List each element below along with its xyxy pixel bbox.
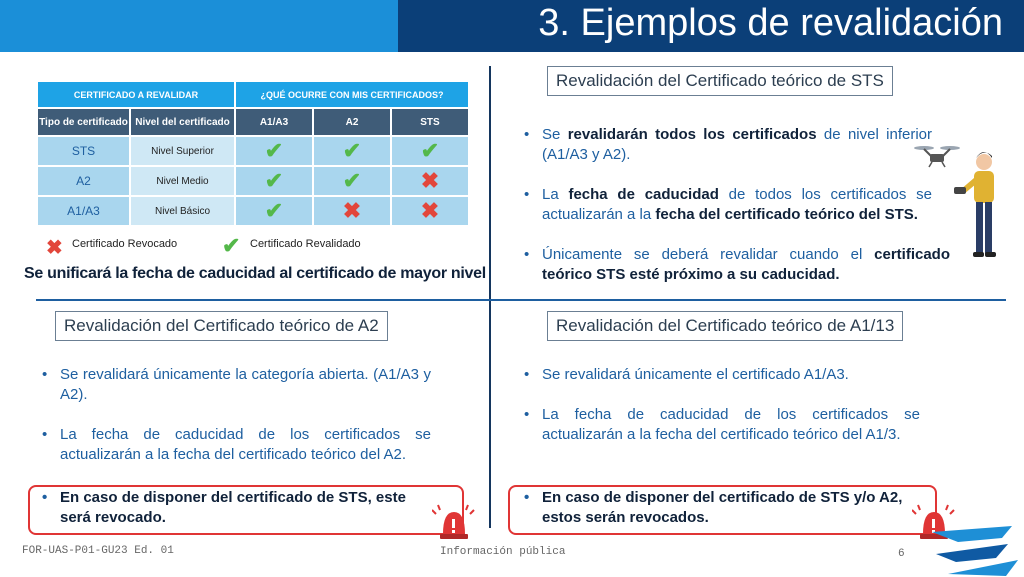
cell-type: A2: [38, 167, 129, 195]
vertical-divider: [489, 66, 491, 528]
alarm-icon: [432, 504, 478, 540]
subheader-type: Tipo de certificado: [38, 109, 129, 135]
list-item: • La fecha de caducidad de todos los certificados se actualizarán a la fecha del certificado teórico del STS.: [524, 186, 932, 223]
subheader-level: Nivel del certificado: [131, 109, 234, 135]
table-row: [38, 137, 468, 165]
list-item: • Se revalidarán todos los certificados de nivel inferior (A1/A3 y A2).: [524, 126, 933, 163]
a2-section-title: Revalidación del Certificado teórico de A2: [55, 311, 388, 341]
check-icon: ✔: [342, 168, 362, 193]
revalidated-legend-icon: ✔: [222, 233, 241, 258]
a113-section-title: Revalidación del Certificado teórico de A1/13: [547, 311, 903, 341]
cell-type: A1/A3: [38, 197, 129, 225]
pilot-figure: [954, 152, 996, 257]
list-item: • En caso de disponer del certificado de STS y/o A2, estos serán revocados.: [524, 489, 903, 526]
revalidated-legend-label: Certificado Revalidado: [250, 238, 361, 250]
document-code: FOR-UAS-P01-GU23 Ed. 01: [22, 545, 174, 557]
table-row: [38, 197, 468, 225]
bullet-icon: •: [42, 489, 48, 506]
subheader-a2: A2: [314, 109, 390, 135]
check-icon: ✔: [264, 168, 284, 193]
list-item: • La fecha de caducidad de los certificados se actualizarán a la fecha del certificado teórico del A1/3.: [524, 406, 920, 443]
drone-pilot-illustration: [910, 140, 1010, 265]
cell-type: STS: [38, 137, 129, 165]
sts-bullet-list: [518, 125, 950, 305]
check-icon: ✔: [264, 138, 284, 163]
bullet-icon: •: [524, 186, 530, 203]
list-item: • La fecha de caducidad de los certificados se actualizarán a la fecha del certificado teórico del A2.: [42, 426, 431, 463]
sts-section-title: Revalidación del Certificado teórico de STS: [547, 66, 893, 96]
classification-label: Información pública: [440, 546, 566, 558]
table-header-right: ¿QUÉ OCURRE CON MIS CERTIFICADOS?: [236, 82, 468, 107]
list-item: • En caso de disponer del certificado de STS, este será revocado.: [42, 489, 406, 526]
list-item: • Se revalidará únicamente el certificado A1/A3.: [524, 366, 849, 383]
a113-bullet-list: [518, 365, 920, 449]
bullet-icon: •: [42, 366, 48, 383]
page-number: 6: [898, 548, 905, 560]
bullet-icon: •: [524, 246, 530, 263]
a2-warning-bullet: [36, 488, 436, 548]
unify-note: Se unificará la fecha de caducidad al certificado de mayor nivel: [24, 265, 486, 282]
check-icon: ✔: [264, 198, 284, 223]
cross-icon: ✖: [420, 168, 440, 193]
a2-bullet-list: [36, 365, 431, 469]
table-header-left: CERTIFICADO A REVALIDAR: [38, 82, 234, 107]
revoked-legend-icon: ✖: [46, 237, 63, 259]
cross-icon: ✖: [420, 198, 440, 223]
cross-icon: ✖: [342, 198, 362, 223]
header-bar-left: [0, 0, 398, 52]
check-icon: ✔: [342, 138, 362, 163]
drone-icon: [914, 146, 960, 167]
cell-level: Nivel Medio: [131, 167, 234, 195]
subheader-sts: STS: [392, 109, 468, 135]
list-item: • Se revalidará únicamente la categoría abierta. (A1/A3 y A2).: [42, 366, 431, 403]
subheader-a1a3: A1/A3: [236, 109, 312, 135]
bullet-icon: •: [524, 406, 530, 423]
list-item: • Únicamente se deberá revalidar cuando el certificado teórico STS esté próximo a su caducidad.: [524, 246, 950, 283]
bullet-icon: •: [524, 489, 530, 506]
table-row: [38, 167, 468, 195]
cell-level: Nivel Superior: [131, 137, 234, 165]
page-title: 3. Ejemplos de revalidación: [538, 2, 1003, 44]
cell-level: Nivel Básico: [131, 197, 234, 225]
bullet-icon: •: [524, 366, 530, 383]
agency-logo: [928, 520, 1024, 577]
revoked-legend-label: Certificado Revocado: [72, 238, 178, 250]
bullet-icon: •: [42, 426, 48, 443]
certificates-table: [36, 80, 470, 227]
check-icon: ✔: [420, 138, 440, 163]
bullet-icon: •: [524, 126, 530, 143]
a113-warning-bullet: [518, 488, 923, 548]
